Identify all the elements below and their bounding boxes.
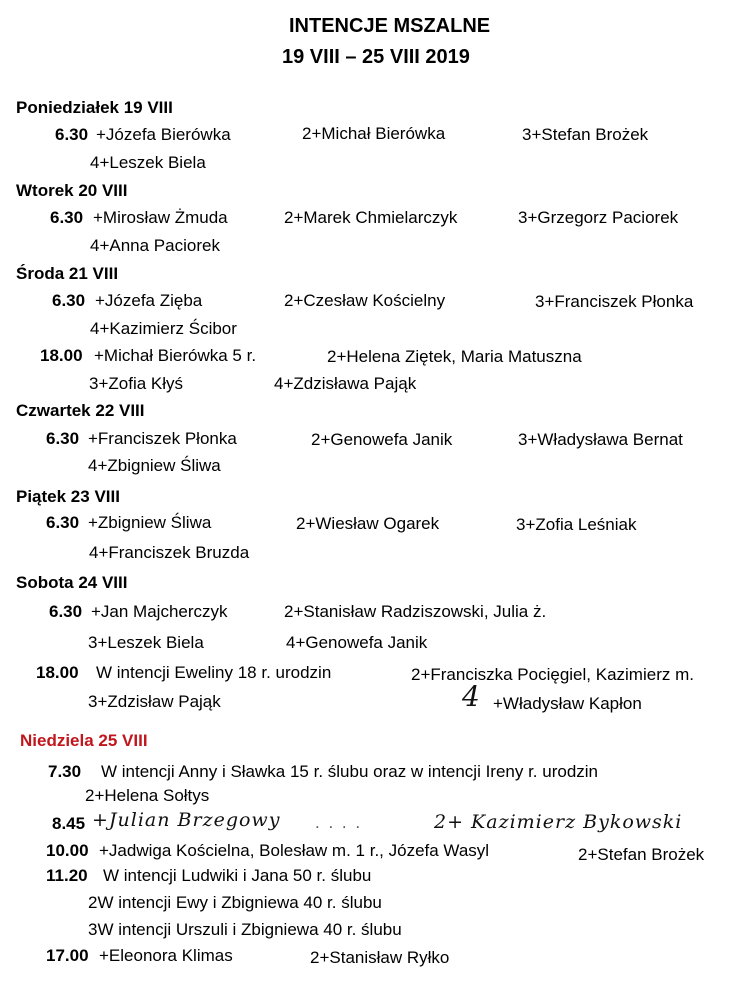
mass-time: 6.30 bbox=[55, 125, 89, 144]
day-heading-tuesday: Wtorek 20 VIII bbox=[16, 181, 128, 200]
intention: +Jan Majcherczyk bbox=[91, 602, 228, 621]
intention: 3+Stefan Brożek bbox=[522, 125, 649, 144]
mass-time: 18.00 bbox=[40, 346, 83, 365]
intention: 2+Michał Bierówka bbox=[302, 124, 446, 143]
intention: +Jadwiga Kościelna, Bolesław m. 1 r., Józefa Wasyl bbox=[99, 841, 490, 860]
handwritten-intention: 2+ Kazimierz Bykowski bbox=[434, 811, 683, 833]
intention: 3+Leszek Biela bbox=[88, 633, 204, 652]
intention: 4+Leszek Biela bbox=[90, 153, 206, 172]
intention: 3+Zofia Leśniak bbox=[516, 515, 637, 534]
intention: +Franciszek Płonka bbox=[88, 429, 237, 448]
intention: 2+Genowefa Janik bbox=[311, 430, 453, 449]
intention: 2+Marek Chmielarczyk bbox=[284, 208, 458, 227]
handwritten-number: 4 bbox=[462, 680, 480, 713]
intention: 4+Zdzisława Pająk bbox=[274, 374, 417, 393]
intention: W intencji Anny i Sławka 15 r. ślubu oraz w intencji Ireny r. urodzin bbox=[101, 762, 599, 781]
mass-time: 6.30 bbox=[50, 208, 84, 227]
day-heading-saturday: Sobota 24 VIII bbox=[16, 573, 128, 592]
intention: 2+Stefan Brożek bbox=[578, 845, 705, 864]
intention: 2+Helena Sołtys bbox=[85, 786, 210, 805]
intention: +Józefa Zięba bbox=[95, 291, 203, 310]
day-heading-thursday: Czwartek 22 VIII bbox=[16, 401, 145, 420]
intention: 2+Wiesław Ogarek bbox=[296, 514, 440, 533]
intention: 3+Grzegorz Paciorek bbox=[518, 208, 679, 227]
intention: +Michał Bierówka 5 r. bbox=[94, 346, 257, 365]
intention: 4+Anna Paciorek bbox=[90, 236, 220, 255]
intention: 2+Stanisław Radziszowski, Julia ż. bbox=[284, 602, 547, 621]
mass-time: 6.30 bbox=[52, 291, 86, 310]
dots: . . . . bbox=[315, 813, 363, 832]
intention: +Władysław Kapłon bbox=[493, 694, 642, 713]
intention: 2+Franciszka Pocięgiel, Kazimierz m. bbox=[411, 665, 694, 684]
day-heading-monday: Poniedziałek 19 VIII bbox=[16, 98, 173, 117]
intention: 2W intencji Ewy i Zbigniewa 40 r. ślubu bbox=[88, 893, 382, 912]
mass-time: 17.00 bbox=[46, 946, 89, 965]
intention: 2+Helena Ziętek, Maria Matuszna bbox=[327, 347, 582, 366]
mass-time: 8.45 bbox=[52, 814, 86, 833]
intention: +Eleonora Klimas bbox=[99, 946, 233, 965]
intention: +Zbigniew Śliwa bbox=[88, 513, 212, 532]
intention: 4+Kazimierz Ścibor bbox=[90, 319, 237, 338]
intention: 2+Stanisław Ryłko bbox=[310, 948, 450, 967]
page-subtitle: 19 VIII – 25 VIII 2019 bbox=[282, 46, 470, 68]
day-heading-wednesday: Środa 21 VIII bbox=[16, 264, 119, 283]
mass-time: 6.30 bbox=[46, 513, 80, 532]
page-title: INTENCJE MSZALNE bbox=[289, 15, 491, 37]
intention: 3+Władysława Bernat bbox=[518, 430, 683, 449]
intention: W intencji Ludwiki i Jana 50 r. ślubu bbox=[103, 866, 372, 885]
intention: 4+Zbigniew Śliwa bbox=[88, 456, 221, 475]
intention: 4+Genowefa Janik bbox=[286, 633, 428, 652]
mass-time: 6.30 bbox=[46, 429, 80, 448]
intention: 3+Zofia Kłyś bbox=[89, 374, 184, 393]
intention: 3+Franciszek Płonka bbox=[535, 292, 694, 311]
mass-time: 11.20 bbox=[46, 866, 88, 885]
intention: 3W intencji Urszuli i Zbigniewa 40 r. ślubu bbox=[88, 920, 402, 939]
day-heading-sunday: Niedziela 25 VIII bbox=[20, 731, 148, 750]
intention: 4+Franciszek Bruzda bbox=[89, 543, 250, 562]
day-heading-friday: Piątek 23 VIII bbox=[16, 487, 120, 506]
intention: 3+Zdzisław Pająk bbox=[88, 692, 221, 711]
mass-time: 6.30 bbox=[49, 602, 83, 621]
intention: 2+Czesław Kościelny bbox=[284, 291, 446, 310]
mass-time: 18.00 bbox=[36, 663, 79, 682]
mass-time: 10.00 bbox=[46, 841, 89, 860]
intention: +Józefa Bierówka bbox=[96, 125, 231, 144]
mass-time: 7.30 bbox=[48, 762, 82, 781]
intention: +Mirosław Żmuda bbox=[93, 208, 228, 227]
handwritten-intention: +Julian Brzegowy bbox=[92, 809, 281, 831]
intention: W intencji Eweliny 18 r. urodzin bbox=[96, 663, 332, 682]
